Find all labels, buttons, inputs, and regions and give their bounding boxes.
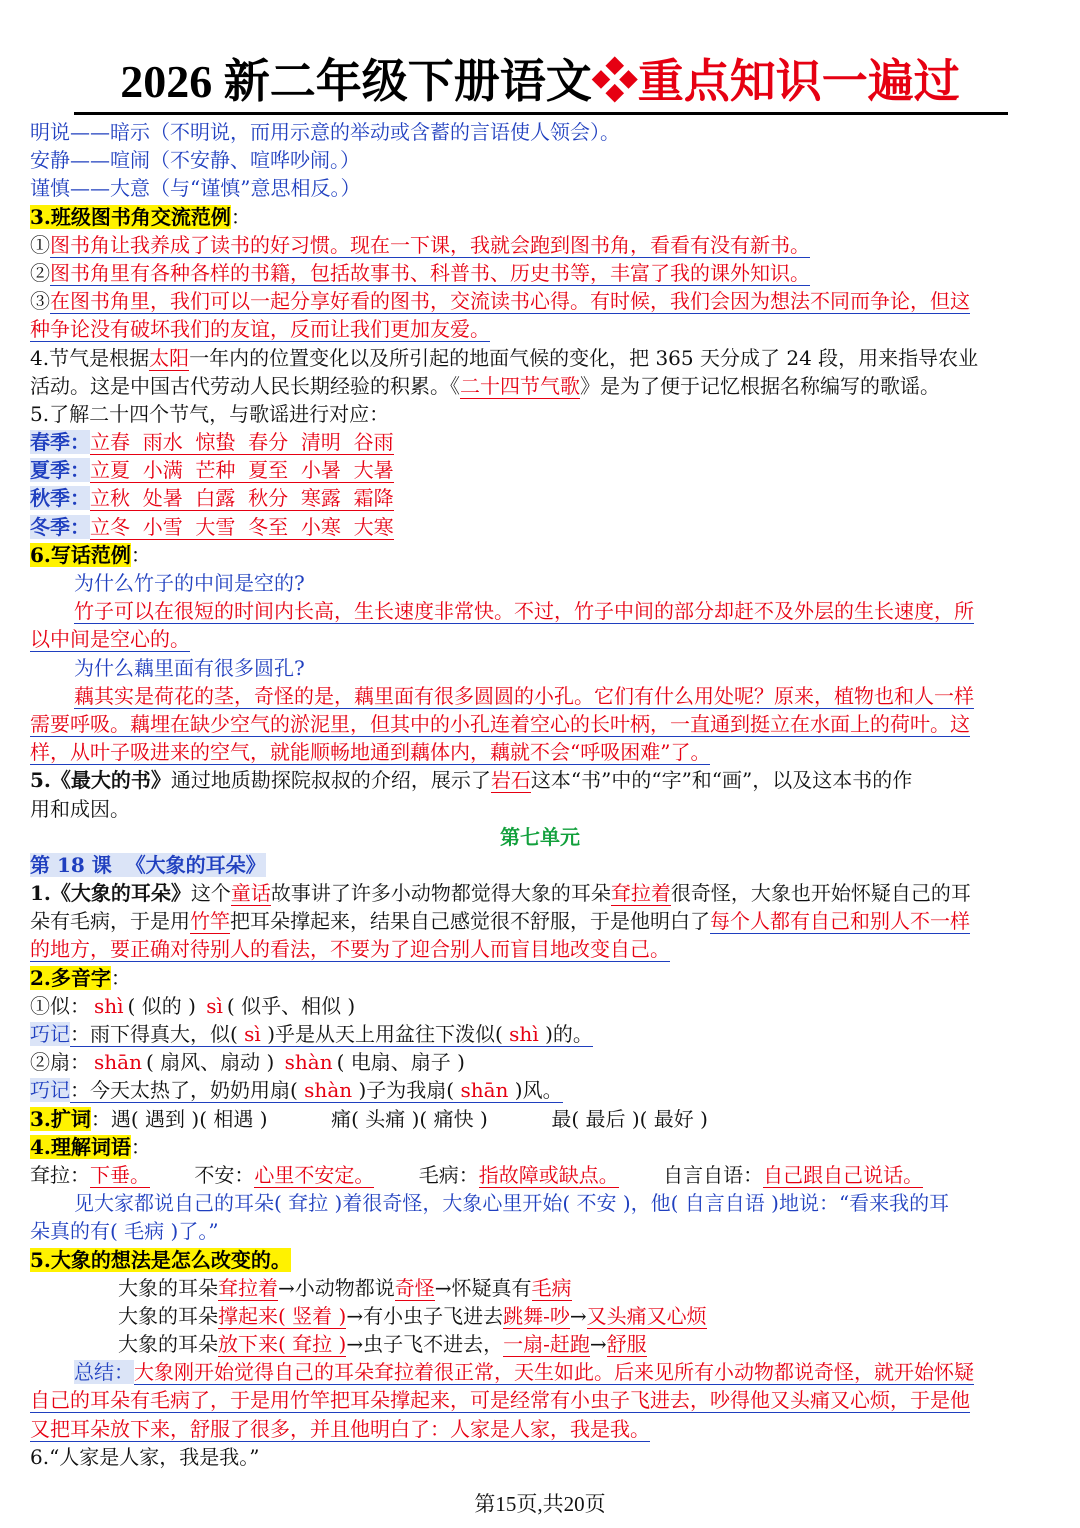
- question-line: 为什么竹子的中间是空的?: [74, 571, 305, 595]
- example-line: ③在图书角里，我们可以一起分享好看的图书，交流读书心得。有时候，我们会因为想法不同而争论，但这: [30, 289, 970, 314]
- title-main: 2026 新二年级下册语文: [120, 56, 592, 107]
- fill-line: 见大家都说自己的耳朵( 耷拉 )着很奇怪，大象心里开始( 不安 )，他( 自言自语 )地说：“看来我的耳: [74, 1191, 950, 1216]
- polyphone-line: ②扇： shān ( 扇风、扇动 ) shàn ( 电扇、扇子 ): [30, 1050, 465, 1075]
- paragraph-line: 4.节气是根据太阳一年内的位置变化以及所引起的地面气候的变化，把 365 天分成了 24 段，用来指导农业: [30, 345, 979, 370]
- mnemonic-line: 巧记：今天太热了，奶奶用扇( shàn )子为我扇( shān )风。: [30, 1078, 563, 1103]
- section-heading: 3.班级图书角交流范例：: [30, 204, 251, 229]
- example-line: ②图书角里有各种各样的书籍，包括故事书、科普书、历史书等，丰富了我的课外知识。: [30, 260, 810, 285]
- answer-line: 竹子可以在很短的时间内长高，生长速度非常快。不过，竹子中间的部分却赶不及外层的生长速度，所: [74, 599, 974, 624]
- chain-line: 大象的耳朵撑起来( 竖着 )→有小虫子飞进去跳舞-吵→又头痛又心烦: [118, 1303, 707, 1328]
- document-body: [30, 118, 1050, 1471]
- paragraph-line: 用和成因。: [30, 796, 130, 821]
- section-heading: 3.扩词：遇( 遇到 )( 相遇 ) 痛( 头痛 )( 痛快 ) 最( 最后 )( 最好 ): [30, 1106, 708, 1131]
- answer-line: 以中间是空心的。: [30, 627, 190, 652]
- fill-line: 朵真的有( 毛病 )了。”: [30, 1219, 219, 1244]
- title-underline: [74, 112, 1008, 115]
- antonym-line: 明说——暗示（不明说，而用示意的举动或含蓄的言语使人领会）。: [30, 120, 620, 144]
- vocab-line: 耷拉：下垂。 不安：心里不安定。 毛病：指故障或缺点。 自言自语：自己跟自己说话。: [30, 1162, 924, 1187]
- section-heading: 5.大象的想法是怎么改变的。: [30, 1247, 291, 1272]
- mnemonic-line: 巧记：雨下得真大，似( sì )乎是从天上用盆往下泼似( shì )的。: [30, 1022, 593, 1046]
- season-line: 夏季：立夏 小满 芒种 夏至 小暑 大暑: [30, 458, 394, 483]
- summary-line: 总结：大象刚开始觉得自己的耳朵耷拉着很正常，天生如此。后来见所有小动物都说奇怪，就开始怀疑: [74, 1360, 974, 1385]
- page-number: 第15页,共20页: [474, 1492, 606, 1516]
- lesson-heading: 第 18 课 《大象的耳朵》: [30, 852, 266, 877]
- page-title: [0, 52, 1080, 112]
- diamond-icon: ❖: [591, 56, 638, 107]
- paragraph-line: 5.了解二十四个节气，与歌谣进行对应：: [30, 401, 390, 426]
- answer-line: 需要呼吸。藕埋在缺少空气的淤泥里，但其中的小孔连着空心的长叶柄，一直通到挺立在水面上的荷叶。这: [30, 711, 970, 736]
- answer-line: 样，从叶子吸进来的空气，就能顺畅地通到藕体内，藕就不会“呼吸困难”了。: [30, 740, 711, 765]
- example-line: 种争论没有破坏我们的友谊，反而让我们更加友爱。: [30, 317, 490, 342]
- paragraph-line: 朵有毛病，于是用竹竿把耳朵撑起来，结果自己感觉很不舒服，于是他明白了每个人都有自己和别人不一样: [30, 909, 970, 934]
- season-line: 冬季：立冬 小雪 大雪 冬至 小寒 大寒: [30, 514, 394, 539]
- antonym-line: 安静——喧闹（不安静、喧哗吵闹。）: [30, 148, 360, 173]
- paragraph-line: 1.《大象的耳朵》这个童话故事讲了许多小动物都觉得大象的耳朵耷拉着很奇怪，大象也开始怀疑自己的耳: [30, 881, 971, 906]
- chain-line: 大象的耳朵耷拉着→小动物都说奇怪→怀疑真有毛病: [118, 1275, 572, 1300]
- polyphone-line: ①似： shì ( 似的 ) sì ( 似乎、相似 ): [30, 993, 356, 1018]
- section-heading: 4.理解词语：: [30, 1134, 151, 1159]
- season-line: 春季：立春 雨水 惊蛰 春分 清明 谷雨: [30, 430, 394, 455]
- paragraph-line: 活动。这是中国古代劳动人民长期经验的积累。《二十四节气歌》是为了便于记忆根据名称编写的歌谣。: [30, 373, 940, 398]
- answer-line: 藕其实是荷花的茎，奇怪的是，藕里面有很多圆圆的小孔。它们有什么用处呢？原来，植物也和人一样: [74, 683, 974, 708]
- paragraph-line: 6.“人家是人家，我是我。”: [30, 1444, 260, 1469]
- season-line: 秋季：立秋 处暑 白露 秋分 寒露 霜降: [30, 486, 394, 511]
- question-line: 为什么藕里面有很多圆孔?: [74, 655, 305, 680]
- summary-line: 自己的耳朵有毛病了，于是用竹竿把耳朵撑起来，可是经常有小虫子飞进去，吵得他又头痛又心烦，于是他: [30, 1388, 970, 1413]
- section-heading: 2.多音字：: [30, 965, 131, 990]
- example-line: ①图书角让我养成了读书的好习惯。现在一下课，我就会跑到图书角，看看有没有新书。: [30, 232, 810, 257]
- section-heading: 6.写话范例：: [30, 542, 151, 567]
- title-highlight: 重点知识一遍过: [637, 56, 960, 107]
- summary-line: 又把耳朵放下来，舒服了很多，并且他明白了：人家是人家，我是我。: [30, 1416, 650, 1441]
- antonym-line: 谨慎——大意（与“谨慎”意思相反。）: [30, 176, 361, 201]
- unit-heading: 第七单元: [500, 824, 580, 849]
- paragraph-line: 5.《最大的书》通过地质勘探院叔叔的介绍，展示了岩石这本“书”中的“字”和“画”，以及这本书的作: [30, 768, 913, 793]
- chain-line: 大象的耳朵放下来( 耷拉 )→虫子飞不进去，一扇-赶跑→舒服: [118, 1332, 647, 1357]
- paragraph-line: 的地方，要正确对待别人的看法，不要为了迎合别人而盲目地改变自己。: [30, 937, 670, 962]
